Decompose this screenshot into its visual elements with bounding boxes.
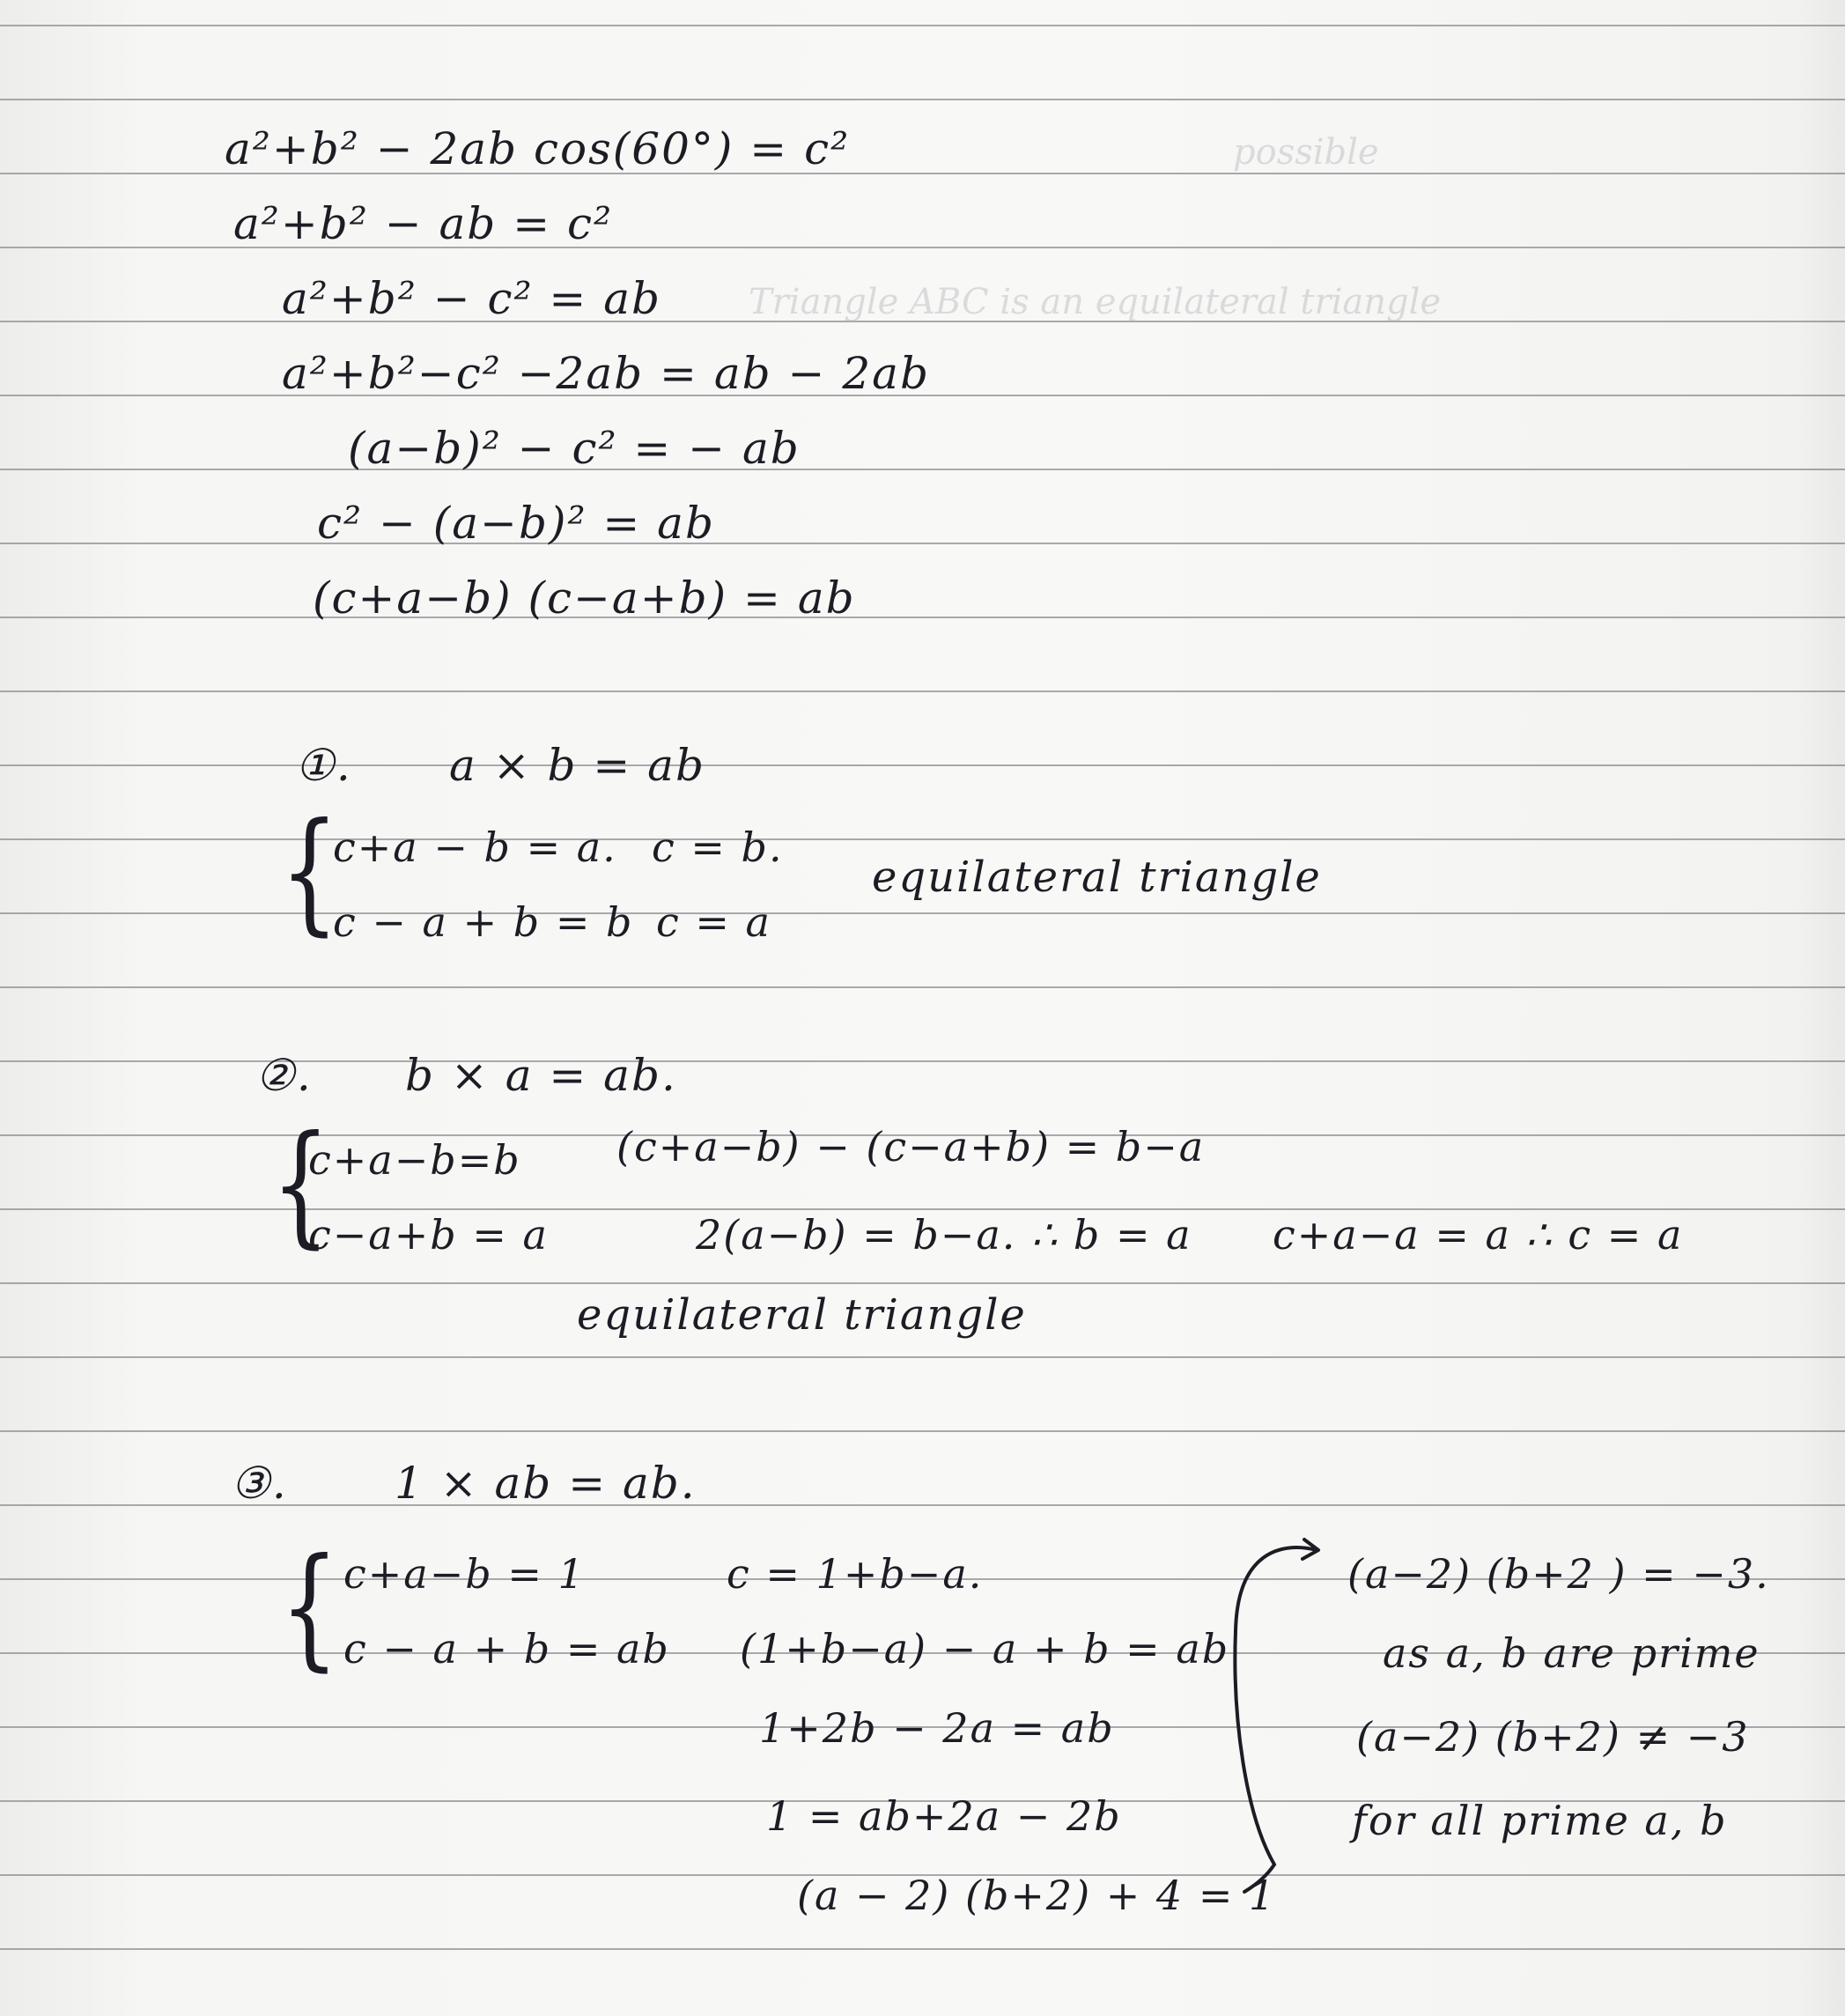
case3-brace: { bbox=[280, 1531, 339, 1684]
derivation-line-5: (a−b)² − c² = − ab bbox=[348, 423, 801, 474]
case1-equation-1: c+a − b = a. bbox=[333, 823, 617, 871]
case3-equation-1: c+a−b = 1 bbox=[343, 1550, 586, 1598]
ruled-line bbox=[0, 912, 1845, 914]
ruled-line bbox=[0, 1948, 1845, 1950]
ruled-line bbox=[0, 690, 1845, 692]
case2-conclusion: equilateral triangle bbox=[577, 1290, 1027, 1340]
case2-label: ②. bbox=[255, 1050, 313, 1101]
case2-factors: b × a = ab. bbox=[405, 1050, 677, 1101]
case3-step-2: (1+b−a) − a + b = ab bbox=[740, 1625, 1230, 1673]
case1-conclusion: equilateral triangle bbox=[872, 853, 1322, 902]
case2-work-3: c+a−a = a ∴ c = a bbox=[1273, 1211, 1684, 1259]
ruled-line bbox=[0, 617, 1845, 618]
case1-result-2: c = a bbox=[656, 898, 771, 946]
case3-step-5: (a − 2) (b+2) + 4 = 1 bbox=[797, 1872, 1277, 1919]
derivation-line-4: a²+b²−c² −2ab = ab − 2ab bbox=[282, 348, 930, 399]
case2-equation-1: c+a−b=b bbox=[308, 1136, 521, 1184]
ruled-line bbox=[0, 99, 1845, 100]
derivation-line-7: (c+a−b) (c−a+b) = ab bbox=[313, 572, 856, 624]
show-through-text: possible bbox=[1233, 132, 1379, 173]
page-edge-shadow bbox=[1792, 0, 1845, 2016]
ruled-line bbox=[0, 543, 1845, 544]
case2-work-2: 2(a−b) = b−a. ∴ b = a bbox=[696, 1211, 1192, 1259]
ruled-line bbox=[0, 764, 1845, 766]
ruled-line bbox=[0, 838, 1845, 840]
case2-equation-2: c−a+b = a bbox=[308, 1211, 549, 1259]
case2-brace: { bbox=[271, 1108, 330, 1261]
derivation-line-1: a²+b² − 2ab cos(60°) = c² bbox=[225, 123, 851, 174]
derivation-line-2: a²+b² − ab = c² bbox=[233, 198, 614, 249]
case1-result-1: c = b. bbox=[652, 823, 784, 871]
case3-label: ③. bbox=[231, 1458, 288, 1509]
bracket-arrow-icon bbox=[1220, 1525, 1325, 1895]
case1-label: ①. bbox=[295, 740, 352, 791]
case3-conclusion-2: as a, b are prime bbox=[1383, 1629, 1760, 1677]
case2-work-1: (c+a−b) − (c−a+b) = b−a bbox=[616, 1123, 1206, 1170]
ruled-line bbox=[0, 986, 1845, 988]
case3-step-1: c = 1+b−a. bbox=[727, 1550, 984, 1598]
case3-step-4: 1 = ab+2a − 2b bbox=[766, 1792, 1122, 1840]
case3-conclusion-1: (a−2) (b+2 ) = −3. bbox=[1347, 1550, 1770, 1598]
case3-conclusion-3: (a−2) (b+2) ≠ −3 bbox=[1356, 1713, 1750, 1761]
derivation-line-6: c² − (a−b)² = ab bbox=[317, 498, 715, 549]
ruled-line bbox=[0, 1430, 1845, 1432]
derivation-line-3: a²+b² − c² = ab bbox=[282, 273, 662, 324]
ruled-line bbox=[0, 1356, 1845, 1358]
ruled-line bbox=[0, 1282, 1845, 1284]
case3-conclusion-4: for all prime a, b bbox=[1352, 1797, 1728, 1844]
ruled-line bbox=[0, 469, 1845, 470]
case3-equation-2: c − a + b = ab bbox=[343, 1625, 670, 1673]
case1-equation-2: c − a + b = b bbox=[333, 898, 634, 946]
show-through-text: Triangle ABC is an equilateral triangle bbox=[749, 282, 1442, 322]
case1-factors: a × b = ab bbox=[449, 740, 705, 791]
case3-step-3: 1+2b − 2a = ab bbox=[759, 1704, 1115, 1752]
case3-factors: 1 × ab = ab. bbox=[395, 1458, 697, 1509]
ruled-line bbox=[0, 25, 1845, 26]
case1-brace: { bbox=[280, 795, 339, 949]
